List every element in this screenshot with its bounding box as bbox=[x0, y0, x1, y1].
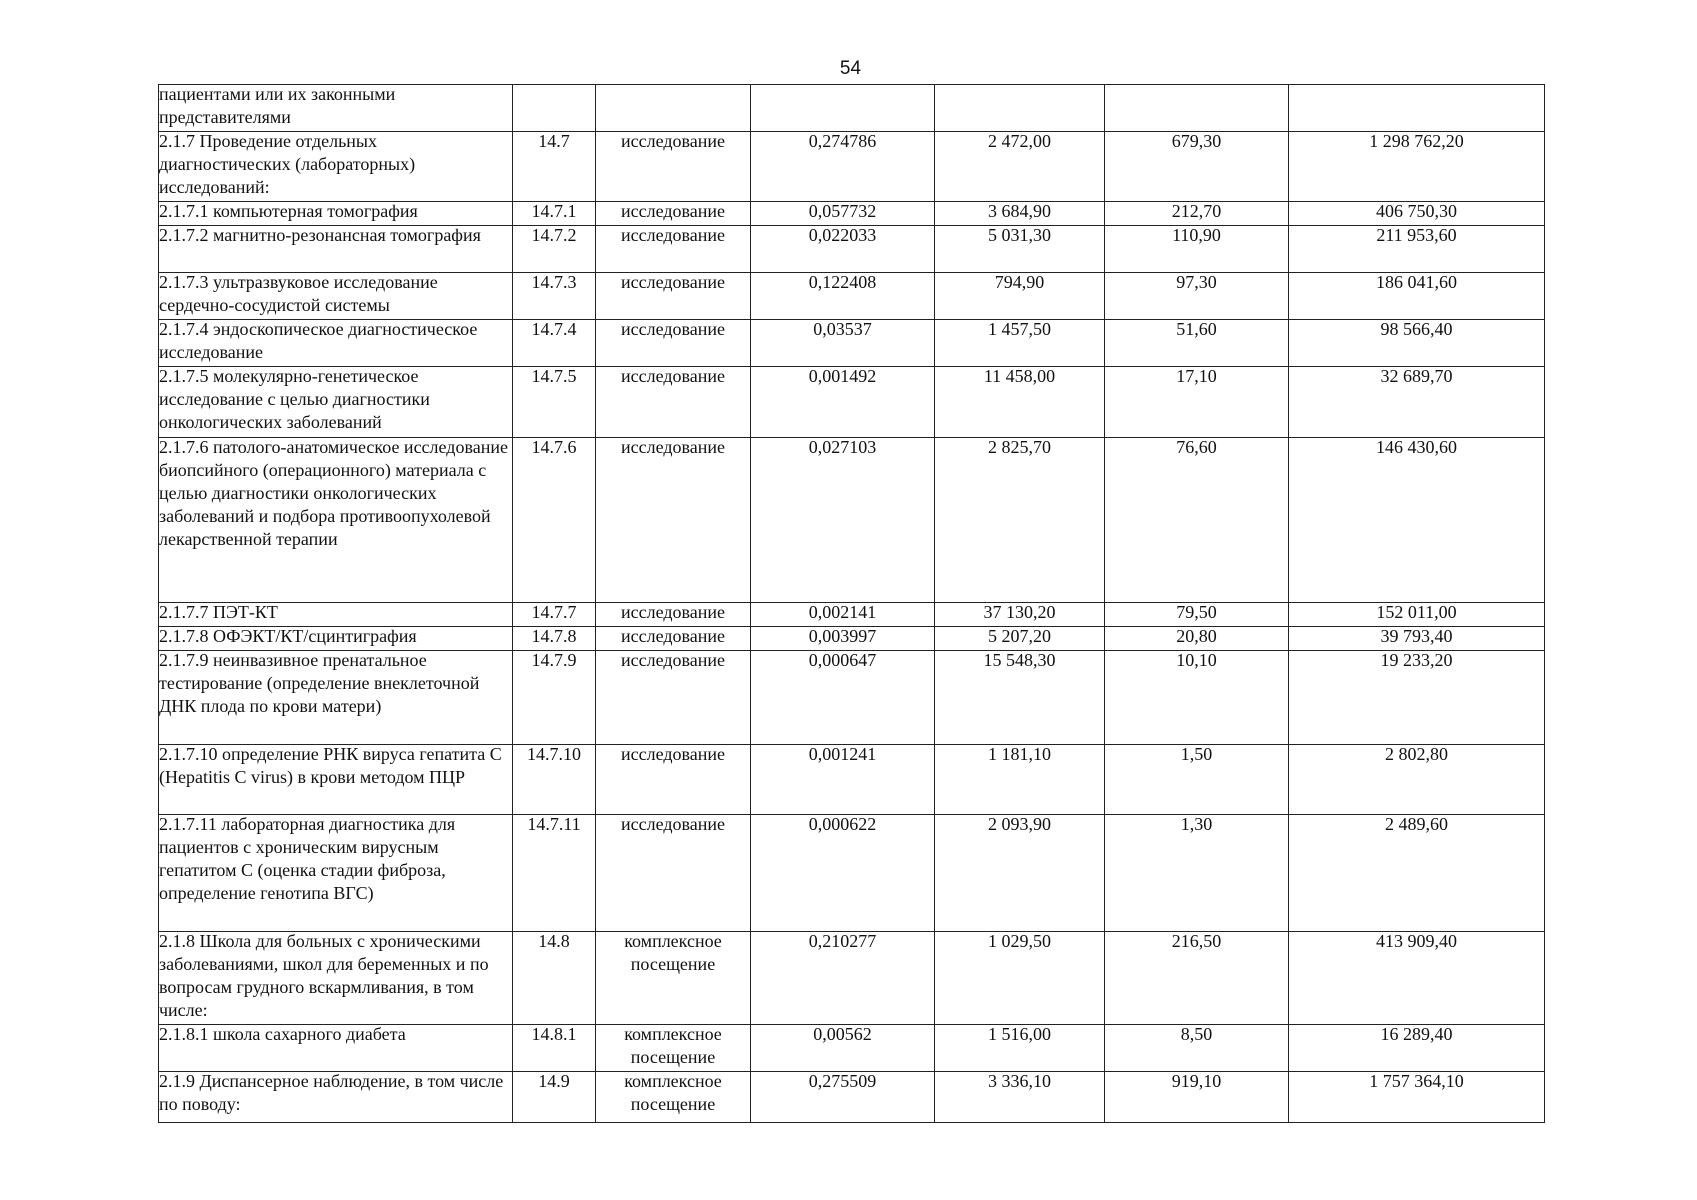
unit-cost-cell: 5 031,30 bbox=[935, 226, 1105, 273]
service-name-cell: 2.1.7.11 лабораторная диагностика для пациентов с хроническим вирусным гепатитом С (оценка стадии фиброза, определение генотипа ВГС) bbox=[159, 815, 513, 932]
service-name-cell: 2.1.7.10 определение РНК вируса гепатита С (Hepatitis C virus) в крови методом ПЦР bbox=[159, 745, 513, 815]
unit-cell: исследование bbox=[596, 202, 751, 226]
unit-cell: исследование bbox=[596, 367, 751, 438]
total-cost-cell: 2 802,80 bbox=[1289, 745, 1545, 815]
table-row bbox=[159, 815, 1545, 932]
total-cost-cell: 1 757 364,10 bbox=[1289, 1072, 1545, 1123]
table-row bbox=[159, 627, 1545, 651]
norm-volume-cell: 0,002141 bbox=[751, 603, 935, 627]
service-name-cell: 2.1.8.1 школа сахарного диабета bbox=[159, 1025, 513, 1072]
per-capita-cell: 1,30 bbox=[1105, 815, 1289, 932]
total-cost-cell: 211 953,60 bbox=[1289, 226, 1545, 273]
table-row bbox=[159, 745, 1545, 815]
per-capita-cell: 919,10 bbox=[1105, 1072, 1289, 1123]
norm-volume-cell: 0,022033 bbox=[751, 226, 935, 273]
per-capita-cell: 216,50 bbox=[1105, 932, 1289, 1025]
row-code-cell: 14.7.3 bbox=[513, 273, 596, 320]
per-capita-cell: 1,50 bbox=[1105, 745, 1289, 815]
row-code-cell: 14.7.9 bbox=[513, 651, 596, 745]
unit-cost-cell: 2 472,00 bbox=[935, 132, 1105, 202]
row-code-cell bbox=[513, 85, 596, 132]
unit-cost-cell: 5 207,20 bbox=[935, 627, 1105, 651]
norm-volume-cell: 0,001492 bbox=[751, 367, 935, 438]
row-code-cell: 14.7.4 bbox=[513, 320, 596, 367]
total-cost-cell: 186 041,60 bbox=[1289, 273, 1545, 320]
row-code-cell: 14.7.6 bbox=[513, 438, 596, 603]
total-cost-cell bbox=[1289, 85, 1545, 132]
service-name-cell: 2.1.7.8 ОФЭКТ/КТ/сцинтиграфия bbox=[159, 627, 513, 651]
table-row bbox=[159, 367, 1545, 438]
row-code-cell: 14.7.7 bbox=[513, 603, 596, 627]
unit-cell: исследование bbox=[596, 651, 751, 745]
per-capita-cell: 79,50 bbox=[1105, 603, 1289, 627]
unit-cost-cell: 2 093,90 bbox=[935, 815, 1105, 932]
row-code-cell: 14.8.1 bbox=[513, 1025, 596, 1072]
unit-cost-cell: 37 130,20 bbox=[935, 603, 1105, 627]
total-cost-cell: 406 750,30 bbox=[1289, 202, 1545, 226]
service-name-cell: 2.1.9 Диспансерное наблюдение, в том числе по поводу: bbox=[159, 1072, 513, 1123]
table-row bbox=[159, 85, 1545, 132]
total-cost-cell: 19 233,20 bbox=[1289, 651, 1545, 745]
service-name-cell: 2.1.7.4 эндоскопическое диагностическое исследование bbox=[159, 320, 513, 367]
unit-cell: исследование bbox=[596, 815, 751, 932]
total-cost-cell: 98 566,40 bbox=[1289, 320, 1545, 367]
per-capita-cell: 20,80 bbox=[1105, 627, 1289, 651]
service-name-cell: 2.1.7.5 молекулярно-генетическое исследование с целью диагностики онкологических заболеваний bbox=[159, 367, 513, 438]
unit-cost-cell: 15 548,30 bbox=[935, 651, 1105, 745]
per-capita-cell: 76,60 bbox=[1105, 438, 1289, 603]
row-code-cell: 14.8 bbox=[513, 932, 596, 1025]
unit-cell: исследование bbox=[596, 745, 751, 815]
per-capita-cell: 8,50 bbox=[1105, 1025, 1289, 1072]
table-row bbox=[159, 438, 1545, 603]
row-code-cell: 14.7.10 bbox=[513, 745, 596, 815]
unit-cost-cell: 1 029,50 bbox=[935, 932, 1105, 1025]
norm-volume-cell: 0,275509 bbox=[751, 1072, 935, 1123]
unit-cell: исследование bbox=[596, 603, 751, 627]
table-row bbox=[159, 651, 1545, 745]
table-row bbox=[159, 226, 1545, 273]
per-capita-cell: 17,10 bbox=[1105, 367, 1289, 438]
norm-volume-cell: 0,00562 bbox=[751, 1025, 935, 1072]
per-capita-cell: 679,30 bbox=[1105, 132, 1289, 202]
norm-volume-cell: 0,003997 bbox=[751, 627, 935, 651]
unit-cost-cell: 1 516,00 bbox=[935, 1025, 1105, 1072]
table-row bbox=[159, 1025, 1545, 1072]
total-cost-cell: 152 011,00 bbox=[1289, 603, 1545, 627]
unit-cell: исследование bbox=[596, 132, 751, 202]
row-code-cell: 14.7.5 bbox=[513, 367, 596, 438]
row-code-cell: 14.7.8 bbox=[513, 627, 596, 651]
financing-table bbox=[158, 84, 1545, 1123]
row-code-cell: 14.7.11 bbox=[513, 815, 596, 932]
norm-volume-cell: 0,000647 bbox=[751, 651, 935, 745]
table-row bbox=[159, 273, 1545, 320]
per-capita-cell: 51,60 bbox=[1105, 320, 1289, 367]
row-code-cell: 14.7.2 bbox=[513, 226, 596, 273]
norm-volume-cell: 0,274786 bbox=[751, 132, 935, 202]
per-capita-cell: 97,30 bbox=[1105, 273, 1289, 320]
service-name-cell: 2.1.8 Школа для больных с хроническими заболеваниями, школ для беременных и по вопросам грудного вскармливания, в том числе: bbox=[159, 932, 513, 1025]
total-cost-cell: 413 909,40 bbox=[1289, 932, 1545, 1025]
total-cost-cell: 16 289,40 bbox=[1289, 1025, 1545, 1072]
norm-volume-cell: 0,000622 bbox=[751, 815, 935, 932]
row-code-cell: 14.7 bbox=[513, 132, 596, 202]
unit-cell: исследование bbox=[596, 438, 751, 603]
unit-cost-cell: 2 825,70 bbox=[935, 438, 1105, 603]
per-capita-cell: 212,70 bbox=[1105, 202, 1289, 226]
norm-volume-cell: 0,03537 bbox=[751, 320, 935, 367]
row-code-cell: 14.9 bbox=[513, 1072, 596, 1123]
table-row bbox=[159, 932, 1545, 1025]
norm-volume-cell: 0,001241 bbox=[751, 745, 935, 815]
per-capita-cell: 10,10 bbox=[1105, 651, 1289, 745]
per-capita-cell: 110,90 bbox=[1105, 226, 1289, 273]
unit-cell: исследование bbox=[596, 226, 751, 273]
unit-cell: комплексное посещение bbox=[596, 1025, 751, 1072]
unit-cost-cell: 11 458,00 bbox=[935, 367, 1105, 438]
service-name-cell: пациентами или их законными представителями bbox=[159, 85, 513, 132]
norm-volume-cell bbox=[751, 85, 935, 132]
norm-volume-cell: 0,122408 bbox=[751, 273, 935, 320]
unit-cost-cell: 794,90 bbox=[935, 273, 1105, 320]
unit-cost-cell: 3 684,90 bbox=[935, 202, 1105, 226]
unit-cost-cell: 3 336,10 bbox=[935, 1072, 1105, 1123]
page-number: 54 bbox=[839, 58, 862, 79]
total-cost-cell: 32 689,70 bbox=[1289, 367, 1545, 438]
unit-cost-cell bbox=[935, 85, 1105, 132]
service-name-cell: 2.1.7 Проведение отдельных диагностических (лабораторных) исследований: bbox=[159, 132, 513, 202]
total-cost-cell: 146 430,60 bbox=[1289, 438, 1545, 603]
total-cost-cell: 1 298 762,20 bbox=[1289, 132, 1545, 202]
norm-volume-cell: 0,027103 bbox=[751, 438, 935, 603]
total-cost-cell: 39 793,40 bbox=[1289, 627, 1545, 651]
total-cost-cell: 2 489,60 bbox=[1289, 815, 1545, 932]
service-name-cell: 2.1.7.9 неинвазивное пренатальное тестирование (определение внеклеточной ДНК плода по крови матери) bbox=[159, 651, 513, 745]
service-name-cell: 2.1.7.3 ультразвуковое исследование сердечно-сосудистой системы bbox=[159, 273, 513, 320]
table-row bbox=[159, 132, 1545, 202]
service-name-cell: 2.1.7.6 патолого-анатомическое исследование биопсийного (операционного) материала с целью диагностики онкологических заболеваний и подбора противоопухолевой лекарственной терапии bbox=[159, 438, 513, 603]
table-row bbox=[159, 603, 1545, 627]
unit-cell bbox=[596, 85, 751, 132]
unit-cell: исследование bbox=[596, 273, 751, 320]
unit-cell: комплексное посещение bbox=[596, 932, 751, 1025]
per-capita-cell bbox=[1105, 85, 1289, 132]
table-row bbox=[159, 202, 1545, 226]
unit-cost-cell: 1 181,10 bbox=[935, 745, 1105, 815]
norm-volume-cell: 0,057732 bbox=[751, 202, 935, 226]
unit-cell: исследование bbox=[596, 627, 751, 651]
table-row bbox=[159, 320, 1545, 367]
unit-cost-cell: 1 457,50 bbox=[935, 320, 1105, 367]
service-name-cell: 2.1.7.1 компьютерная томография bbox=[159, 202, 513, 226]
service-name-cell: 2.1.7.2 магнитно-резонансная томография bbox=[159, 226, 513, 273]
table-row bbox=[159, 1072, 1545, 1123]
service-name-cell: 2.1.7.7 ПЭТ-КТ bbox=[159, 603, 513, 627]
norm-volume-cell: 0,210277 bbox=[751, 932, 935, 1025]
unit-cell: комплексное посещение bbox=[596, 1072, 751, 1123]
unit-cell: исследование bbox=[596, 320, 751, 367]
row-code-cell: 14.7.1 bbox=[513, 202, 596, 226]
